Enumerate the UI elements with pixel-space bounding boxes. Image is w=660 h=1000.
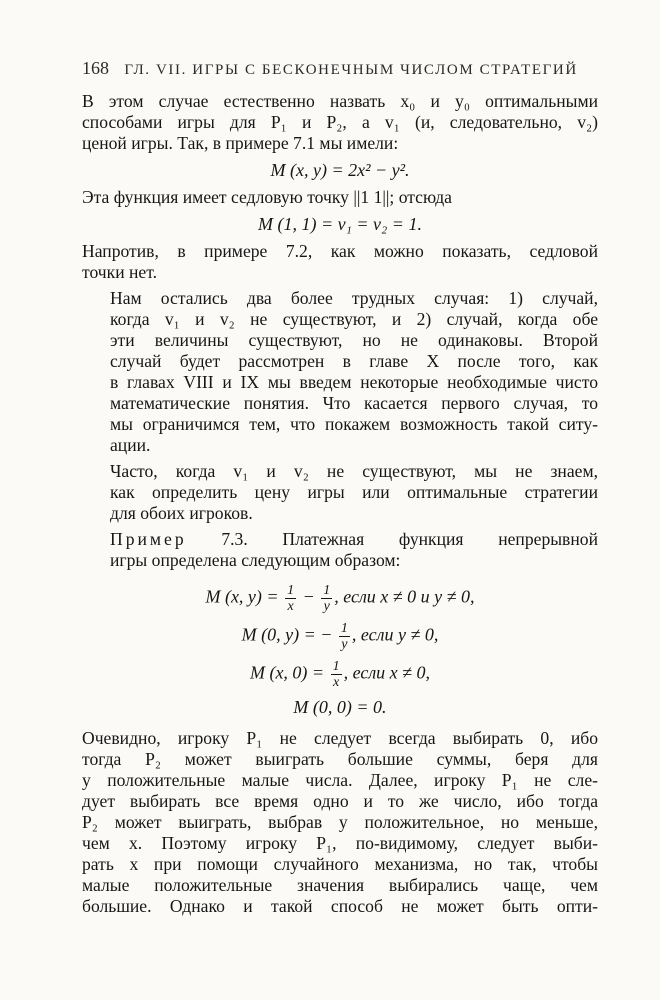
example-label: Пример <box>110 529 187 549</box>
numerator: 1 <box>323 583 331 598</box>
text-line: чем x. Поэтому игроку P₁, по-видимому, следует выби- <box>82 833 598 853</box>
text-line <box>82 529 598 550</box>
paragraph-6 <box>82 529 598 571</box>
paragraph-3 <box>82 241 598 283</box>
fraction <box>339 621 350 652</box>
text-line: как определить цену игры или оптимальные стратегии <box>110 482 598 502</box>
numerator: 1 <box>332 659 340 674</box>
eq3-left: M (x, 0) = <box>249 662 325 683</box>
text-line: ценой игры. Так, в примере 7.1 мы имели: <box>82 133 399 153</box>
paragraph-1 <box>82 91 598 154</box>
example-line-rest: 7.3. Платежная функция непрерывной <box>221 529 598 549</box>
fraction <box>321 583 332 614</box>
paragraph-5 <box>82 461 598 524</box>
text-line: малые положительные значения выбирались чаще, чем <box>82 875 598 895</box>
denominator: y <box>323 599 330 614</box>
eq1-condition: , если x ≠ 0 и y ≠ 0, <box>334 586 475 607</box>
text-line: игры определена следующим образом: <box>110 550 401 570</box>
text-line: тогда P₂ может выиграть большие суммы, беря для <box>82 749 598 769</box>
paragraph-4 <box>82 288 598 456</box>
formula-game-value: M (1, 1) = v₁ = v₂ = 1. <box>258 214 422 234</box>
text-line: Очевидно, игроку P₁ не следует всегда выбирать 0, ибо <box>82 728 598 748</box>
denominator: y <box>341 637 348 652</box>
equation-2 <box>82 621 598 652</box>
formula-saddle-function: M (x, y) = 2x² − y². <box>270 160 410 180</box>
running-title: ГЛ. VII. ИГРЫ С БЕСКОНЕЧНЫМ ЧИСЛОМ СТРАТЕГИЙ <box>124 62 578 78</box>
text-line: случай будет рассмотрен в главе X после того, как <box>110 351 598 371</box>
equation-3 <box>82 659 598 690</box>
text-line: Эта функция имеет седловую точку ||1 1||; отсюда <box>82 187 452 207</box>
text-line: точки нет. <box>82 262 157 282</box>
text-line: Напротив, в примере 7.2, как можно показать, седловой <box>82 241 598 261</box>
denominator: x <box>332 675 340 690</box>
numerator: 1 <box>340 621 348 636</box>
text-line: большие. Однако и такой способ не может быть опти- <box>82 896 598 916</box>
equation-1 <box>82 583 598 614</box>
text-line: математические понятия. Что касается первого случая, то <box>110 393 598 413</box>
book-page <box>82 58 598 917</box>
eq3-condition: , если x ≠ 0, <box>343 662 431 683</box>
eq1-left: M (x, y) = <box>205 586 279 607</box>
text-line: Нам остались два более трудных случая: 1) случай, <box>110 288 598 308</box>
text-line: мы ограничимся тем, что покажем возможность такой ситу- <box>110 414 598 434</box>
paragraph-7 <box>82 728 598 917</box>
text-line: способами игры для P₁ и P₂, а v₁ (и, следовательно, v₂) <box>82 112 598 132</box>
text-line: y положительные малые числа. Далее, игроку P₁ не сле- <box>82 770 598 790</box>
text-line: эти величины существуют, но не одинаковы. Второй <box>110 330 598 350</box>
fraction <box>285 583 296 614</box>
eq2-left: M (0, y) = − <box>241 624 333 645</box>
payoff-equations <box>82 583 598 718</box>
equation-4: M (0, 0) = 0. <box>293 697 387 717</box>
page-number: 168 <box>82 58 109 78</box>
denominator: x <box>287 599 294 614</box>
paragraph-2 <box>82 187 598 208</box>
running-header <box>82 58 598 79</box>
numerator: 1 <box>287 583 295 598</box>
text-line: для обоих игроков. <box>110 503 253 523</box>
text-line: в главах VIII и IX мы введем некоторые необходимые чисто <box>110 372 598 392</box>
text-line: дует выбирать все время одно и то же число, ибо тогда <box>82 791 598 811</box>
text-line: В этом случае естественно назвать x₀ и y₀ оптимальными <box>82 91 598 111</box>
fraction <box>331 659 342 690</box>
text-line: P₂ может выиграть, выбрав y положительное, но меньше, <box>82 812 598 832</box>
eq1-minus: − <box>302 586 315 607</box>
eq2-condition: , если y ≠ 0, <box>351 624 439 645</box>
text-line: рать x при помощи случайного механизма, но так, чтобы <box>82 854 598 874</box>
text-line: Часто, когда v₁ и v₂ не существуют, мы не знаем, <box>110 461 598 481</box>
text-line: когда v₁ и v₂ не существуют, и 2) случай, когда обе <box>110 309 598 329</box>
text-line: ации. <box>110 435 151 455</box>
